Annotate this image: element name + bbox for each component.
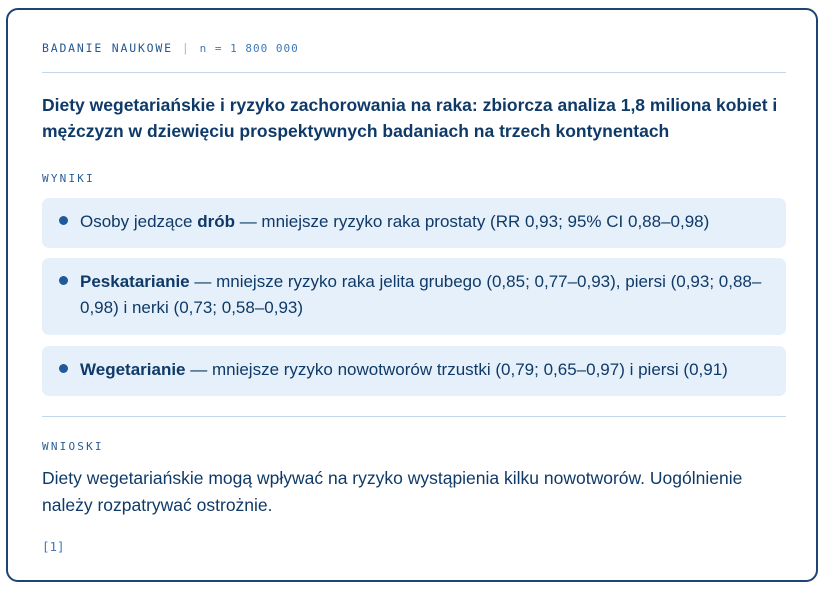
finding-text-prefix: Osoby jedzące [80, 212, 198, 231]
bullet-icon [59, 364, 68, 373]
conclusions-label: WNIOSKI [42, 440, 104, 453]
category-label: BADANIE NAUKOWE [42, 41, 173, 55]
finding-group: Wegetarianie [80, 360, 186, 379]
results-divider [42, 416, 786, 417]
finding-pescatarians [42, 258, 786, 335]
study-card [6, 8, 818, 582]
finding-text: — mniejsze ryzyko nowotworów trzustki (0,79; 0,65–0,97) i piersi (0,91) [185, 360, 728, 379]
finding-text: — mniejsze ryzyko raka prostaty (RR 0,93; 95% CI 0,88–0,98) [234, 212, 710, 231]
finding-text: — mniejsze ryzyko raka jelita grubego (0,85; 0,77–0,93), piersi (0,93; 0,88–0,98) i nerki (0,73; 0,58–0,93) [80, 272, 762, 317]
results-label: WYNIKI [42, 172, 95, 185]
header-separator: | [181, 41, 191, 55]
bullet-icon [59, 276, 68, 285]
study-title: Diety wegetariańskie i ryzyko zachorowania na raka: zbiorcza analiza 1,8 miliona kobiet i mężczyzn w dziewięciu prospektywnych badaniach na trzech kontynentach [42, 95, 778, 141]
bullet-icon [59, 216, 68, 225]
study-header [42, 41, 299, 55]
sample-size: n = 1 800 000 [199, 42, 299, 55]
reference-link[interactable]: [1] [42, 539, 65, 554]
finding-group: drób [197, 212, 235, 231]
header-divider [42, 72, 786, 73]
finding-poultry [42, 198, 786, 248]
finding-group: Peskatarianie [80, 272, 190, 291]
finding-vegetarians [42, 346, 786, 396]
conclusions-text: Diety wegetariańskie mogą wpływać na ryzyko wystąpienia kilku nowotworów. Uogólnienie należy rozpatrywać ostrożnie. [42, 468, 743, 515]
